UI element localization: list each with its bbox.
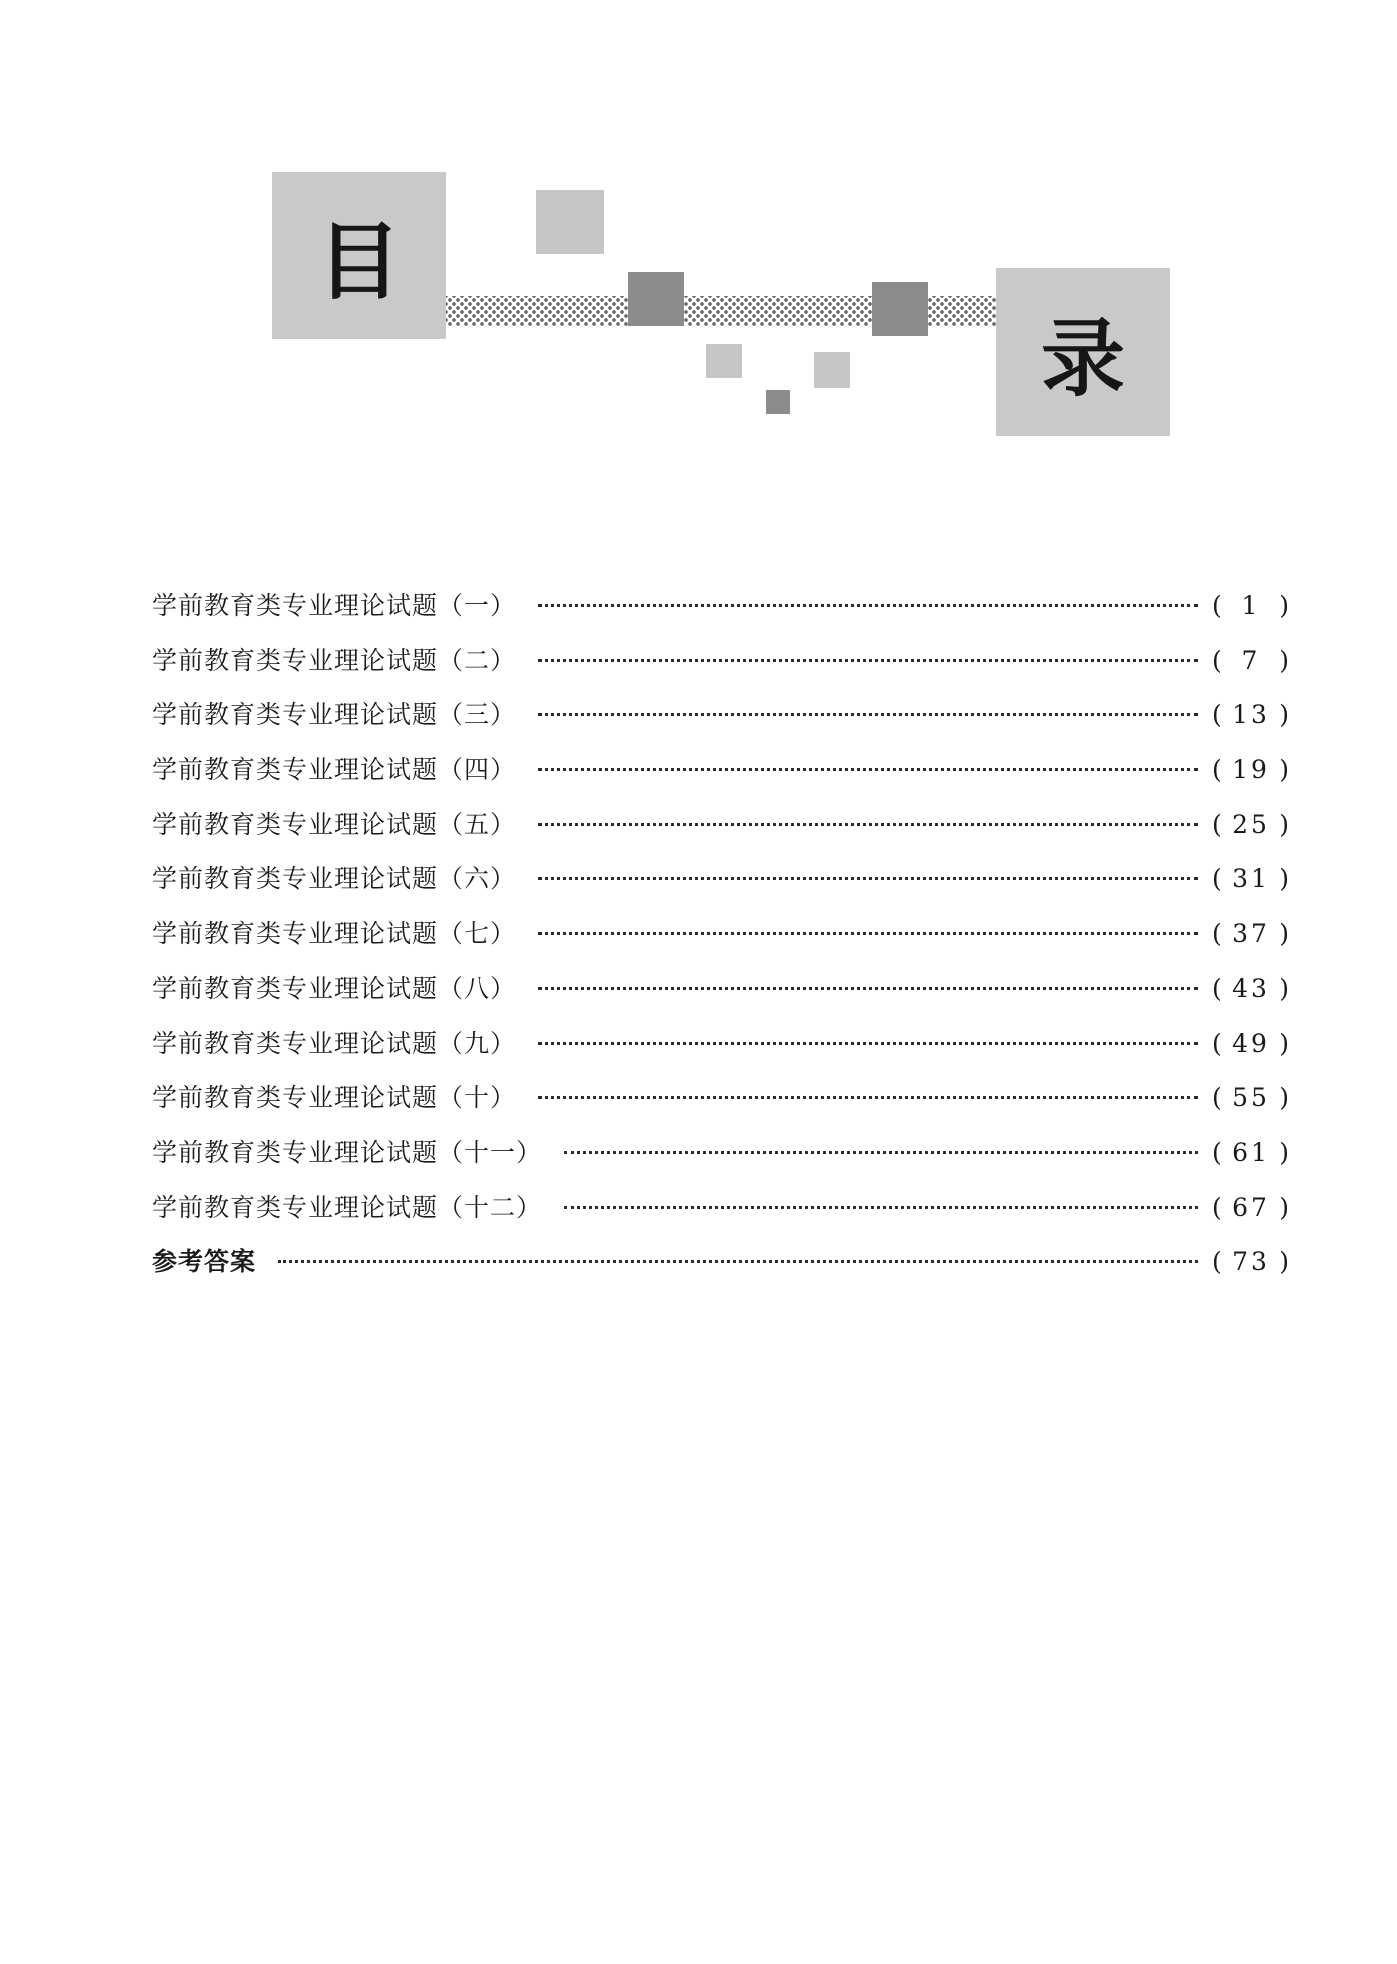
page-bracket-open: ( [1212, 809, 1223, 839]
toc-page-number [1212, 1138, 1290, 1167]
toc-entry-title: 学前教育类专业理论试题（七） [152, 919, 517, 949]
dot-leader [538, 823, 1198, 826]
page-number: 31 [1232, 864, 1270, 894]
page-bracket-close: ) [1279, 809, 1290, 839]
page-bracket-open: ( [1212, 591, 1223, 620]
dot-leader [538, 932, 1198, 935]
page-number: 43 [1232, 973, 1270, 1003]
toc-entry[interactable] [152, 859, 1290, 914]
dot-leader [538, 604, 1198, 607]
toc-page-number [1212, 974, 1290, 1003]
toc-entry[interactable] [152, 1242, 1290, 1297]
toc-entry-title: 学前教育类专业理论试题（一） [152, 591, 517, 620]
toc-entry-title: 参考答案 [152, 1247, 257, 1277]
toc-entry-title: 学前教育类专业理论试题（十二） [152, 1192, 543, 1222]
toc-page-number [1212, 1193, 1290, 1222]
dot-leader [538, 987, 1198, 990]
dot-leader [538, 1042, 1198, 1045]
dot-leader [538, 659, 1198, 662]
toc-page-number [1212, 700, 1290, 729]
page-bracket-close: ) [1279, 864, 1290, 894]
page-number: 25 [1232, 809, 1270, 839]
page-bracket-close: ) [1279, 645, 1290, 675]
page-bracket-close: ) [1279, 973, 1290, 1003]
deco-square [814, 352, 850, 388]
deco-square [536, 190, 604, 254]
toc-entry-title: 学前教育类专业理论试题（四） [152, 755, 517, 785]
page-bracket-close: ) [1279, 919, 1290, 949]
page-number: 19 [1232, 755, 1270, 785]
toc-header-decoration [0, 0, 1397, 460]
toc-entry[interactable] [152, 969, 1290, 1024]
page-bracket-open: ( [1212, 1247, 1223, 1277]
toc-entry-title: 学前教育类专业理论试题（六） [152, 864, 517, 894]
dot-leader [538, 768, 1198, 771]
dot-leader [278, 1260, 1198, 1263]
toc-page-number [1212, 810, 1290, 839]
page-bracket-close: ) [1279, 755, 1290, 785]
table-of-contents [152, 586, 1290, 1297]
dot-leader [538, 1096, 1198, 1099]
deco-square [872, 282, 928, 336]
page-bracket-open: ( [1212, 755, 1223, 785]
toc-page-number [1212, 1247, 1290, 1276]
page-bracket-open: ( [1212, 645, 1223, 675]
page-bracket-open: ( [1212, 864, 1223, 894]
page-number: 1 [1241, 591, 1261, 620]
page-bracket-close: ) [1279, 591, 1290, 620]
toc-entry[interactable] [152, 586, 1290, 641]
page-bracket-open: ( [1212, 1192, 1223, 1222]
page-bracket-close: ) [1279, 1247, 1290, 1277]
heading-char-mu: 目 [272, 172, 446, 339]
page-number: 67 [1232, 1192, 1270, 1222]
deco-square [628, 272, 684, 326]
toc-entry-title: 学前教育类专业理论试题（十） [152, 1083, 517, 1113]
page-bracket-open: ( [1212, 1083, 1223, 1113]
toc-page-number [1212, 646, 1290, 675]
page-number: 61 [1232, 1137, 1270, 1167]
heading-char-lu: 录 [996, 268, 1170, 436]
page-number: 73 [1232, 1247, 1270, 1277]
page-bracket-open: ( [1212, 973, 1223, 1003]
page-bracket-close: ) [1279, 700, 1290, 730]
page-bracket-close: ) [1279, 1192, 1290, 1222]
toc-page-number [1212, 755, 1290, 784]
page-number: 49 [1232, 1028, 1270, 1058]
page-bracket-open: ( [1212, 1137, 1223, 1167]
toc-entry-title: 学前教育类专业理论试题（二） [152, 645, 517, 675]
page-bracket-open: ( [1212, 1028, 1223, 1058]
page-number: 55 [1232, 1083, 1270, 1113]
toc-entry[interactable] [152, 1078, 1290, 1133]
page-bracket-close: ) [1279, 1083, 1290, 1113]
page-number: 37 [1232, 919, 1270, 949]
toc-page-number [1212, 1083, 1290, 1112]
page-number: 13 [1232, 700, 1270, 730]
toc-entry[interactable] [152, 750, 1290, 805]
dot-leader [538, 713, 1198, 716]
toc-entry[interactable] [152, 1188, 1290, 1243]
toc-entry-title: 学前教育类专业理论试题（十一） [152, 1137, 543, 1167]
toc-entry-title: 学前教育类专业理论试题（三） [152, 700, 517, 730]
page-number: 7 [1241, 645, 1261, 675]
toc-entry-title: 学前教育类专业理论试题（五） [152, 809, 517, 839]
deco-square [766, 390, 790, 414]
dot-leader [538, 877, 1198, 880]
page-bracket-close: ) [1279, 1028, 1290, 1058]
toc-page-number [1212, 919, 1290, 948]
dot-leader [564, 1151, 1198, 1154]
page-bracket-close: ) [1279, 1137, 1290, 1167]
deco-square [706, 344, 742, 378]
toc-entry[interactable] [152, 1133, 1290, 1188]
page-bracket-open: ( [1212, 919, 1223, 949]
toc-page-number [1212, 1029, 1290, 1058]
page-bracket-open: ( [1212, 700, 1223, 730]
toc-page-number [1212, 591, 1290, 620]
toc-entry[interactable] [152, 1024, 1290, 1079]
toc-entry[interactable] [152, 641, 1290, 696]
toc-page-number [1212, 864, 1290, 893]
toc-entry-title: 学前教育类专业理论试题（九） [152, 1028, 517, 1058]
toc-entry-title: 学前教育类专业理论试题（八） [152, 973, 517, 1003]
dot-leader [564, 1206, 1198, 1209]
toc-entry[interactable] [152, 914, 1290, 969]
toc-entry[interactable] [152, 805, 1290, 860]
toc-entry[interactable] [152, 695, 1290, 750]
